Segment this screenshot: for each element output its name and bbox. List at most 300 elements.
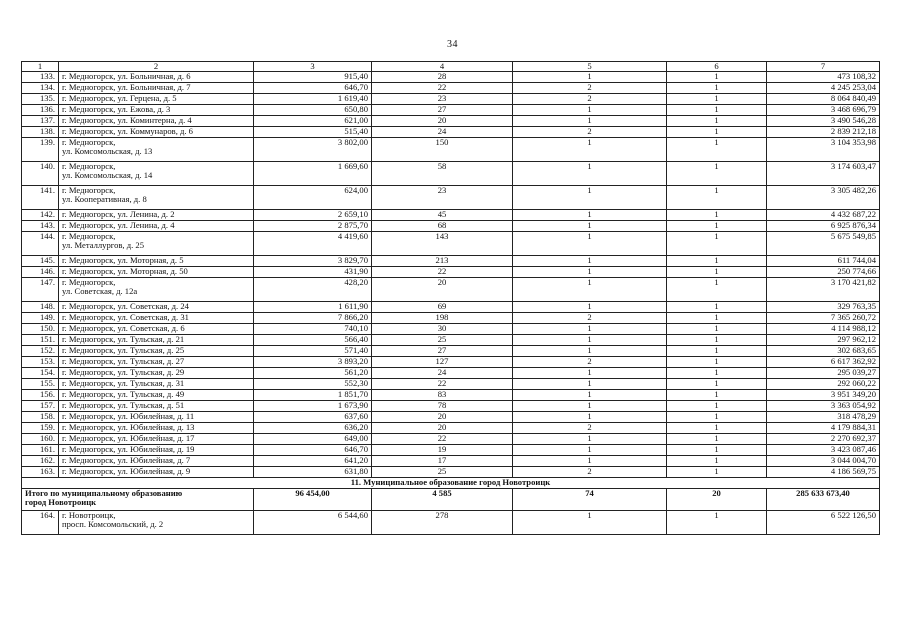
column-6-cell: 1	[667, 210, 767, 221]
address-line: г. Медногорск,	[62, 137, 116, 147]
address-line: г. Медногорск, ул. Коммунаров, д. 6	[62, 126, 193, 136]
cost-cell: 302 683,65	[767, 346, 880, 357]
residents-cell: 127	[372, 357, 513, 368]
column-5-cell: 1	[513, 346, 667, 357]
area-cell: 1 669,60	[254, 162, 372, 186]
residents-cell: 23	[372, 186, 513, 210]
row-number: 164.	[22, 511, 59, 535]
address-cell	[59, 105, 254, 116]
address-cell	[59, 335, 254, 346]
address-line: г. Медногорск, ул. Ленина, д. 2	[62, 209, 175, 219]
row-number: 163.	[22, 467, 59, 478]
address-cell	[59, 445, 254, 456]
column-6-cell: 1	[667, 83, 767, 94]
column-5-cell: 1	[513, 324, 667, 335]
address-line: ул. Советская, д. 12а	[62, 286, 138, 296]
column-6-cell: 1	[667, 379, 767, 390]
column-6-cell: 1	[667, 302, 767, 313]
table-row	[22, 313, 880, 324]
cost-cell: 3 170 421,82	[767, 278, 880, 302]
address-line: г. Медногорск, ул. Моторная, д. 50	[62, 266, 188, 276]
residents-cell: 28	[372, 72, 513, 83]
table-row	[22, 324, 880, 335]
column-5-cell: 1	[513, 162, 667, 186]
address-line: г. Медногорск, ул. Юбилейная, д. 19	[62, 444, 195, 454]
column-5-cell: 1	[513, 116, 667, 127]
column-header: 2	[59, 62, 254, 72]
area-cell: 571,40	[254, 346, 372, 357]
residents-cell: 22	[372, 83, 513, 94]
address-line: г. Медногорск, ул. Юбилейная, д. 11	[62, 411, 195, 421]
address-cell	[59, 379, 254, 390]
residents-cell: 143	[372, 232, 513, 256]
address-line: г. Медногорск, ул. Юбилейная, д. 7	[62, 455, 191, 465]
cost-cell: 7 365 260,72	[767, 313, 880, 324]
row-number: 134.	[22, 83, 59, 94]
column-5-cell: 1	[513, 302, 667, 313]
cost-cell: 3 423 087,46	[767, 445, 880, 456]
row-number: 162.	[22, 456, 59, 467]
column-6-cell: 1	[667, 434, 767, 445]
area-cell: 621,00	[254, 116, 372, 127]
residents-cell: 24	[372, 368, 513, 379]
address-cell	[59, 434, 254, 445]
residents-cell: 25	[372, 467, 513, 478]
column-5-cell: 1	[513, 256, 667, 267]
total-label-line: город Новотроицк	[25, 497, 97, 507]
address-cell	[59, 186, 254, 210]
area-cell: 3 802,00	[254, 138, 372, 162]
address-cell	[59, 368, 254, 379]
column-5-cell: 1	[513, 335, 667, 346]
column-5-cell: 1	[513, 456, 667, 467]
address-line: г. Медногорск, ул. Тульская, д. 21	[62, 334, 185, 344]
address-cell	[59, 302, 254, 313]
address-line: ул. Комсомольская, д. 14	[62, 170, 153, 180]
row-number: 139.	[22, 138, 59, 162]
address-line: г. Медногорск, ул. Юбилейная, д. 13	[62, 422, 195, 432]
table-row	[22, 127, 880, 138]
cost-cell: 3 174 603,47	[767, 162, 880, 186]
column-5-cell: 2	[513, 127, 667, 138]
address-cell	[59, 221, 254, 232]
row-number: 138.	[22, 127, 59, 138]
cost-cell: 473 108,32	[767, 72, 880, 83]
address-cell	[59, 456, 254, 467]
row-number: 145.	[22, 256, 59, 267]
address-cell	[59, 423, 254, 434]
total-label-line: Итого по муниципальному образованию	[25, 488, 183, 498]
residents-cell: 17	[372, 456, 513, 467]
address-line: г. Медногорск, ул. Тульская, д. 25	[62, 345, 185, 355]
area-cell: 431,90	[254, 267, 372, 278]
residents-cell: 23	[372, 94, 513, 105]
address-line: г. Медногорск, ул. Ежова, д. 3	[62, 104, 171, 114]
table-row	[22, 445, 880, 456]
area-cell: 2 659,10	[254, 210, 372, 221]
column-6-cell: 1	[667, 390, 767, 401]
cost-cell: 611 744,04	[767, 256, 880, 267]
row-number: 133.	[22, 72, 59, 83]
column-5-cell: 2	[513, 83, 667, 94]
table-row	[22, 72, 880, 83]
column-6-cell: 1	[667, 368, 767, 379]
total-cost: 285 633 673,40	[767, 489, 880, 511]
total-label	[22, 489, 254, 511]
row-number: 150.	[22, 324, 59, 335]
residents-cell: 22	[372, 434, 513, 445]
column-6-cell: 1	[667, 232, 767, 256]
row-number: 144.	[22, 232, 59, 256]
row-number: 161.	[22, 445, 59, 456]
column-5-cell: 1	[513, 105, 667, 116]
address-cell	[59, 346, 254, 357]
column-5-cell: 2	[513, 423, 667, 434]
table-row	[22, 221, 880, 232]
address-line: г. Медногорск, ул. Советская, д. 31	[62, 312, 189, 322]
column-6-cell: 1	[667, 221, 767, 232]
table-row	[22, 138, 880, 162]
row-number: 148.	[22, 302, 59, 313]
column-6-cell: 1	[667, 162, 767, 186]
cost-cell: 297 962,12	[767, 335, 880, 346]
cost-cell: 8 064 840,49	[767, 94, 880, 105]
column-number-row	[22, 62, 880, 72]
column-5-cell: 2	[513, 467, 667, 478]
column-header: 6	[667, 62, 767, 72]
residents-cell: 20	[372, 116, 513, 127]
address-line: г. Медногорск, ул. Советская, д. 6	[62, 323, 185, 333]
row-number: 143.	[22, 221, 59, 232]
cost-cell: 295 039,27	[767, 368, 880, 379]
cost-cell: 3 490 546,28	[767, 116, 880, 127]
address-cell	[59, 72, 254, 83]
address-line: г. Медногорск, ул. Тульская, д. 49	[62, 389, 185, 399]
residents-cell: 150	[372, 138, 513, 162]
column-6-cell: 1	[667, 346, 767, 357]
column-6-cell: 1	[667, 412, 767, 423]
address-cell	[59, 401, 254, 412]
area-cell: 1 673,90	[254, 401, 372, 412]
address-cell	[59, 412, 254, 423]
address-cell	[59, 232, 254, 256]
residents-cell: 22	[372, 267, 513, 278]
residents-cell: 24	[372, 127, 513, 138]
column-6-cell: 1	[667, 456, 767, 467]
area-cell: 637,60	[254, 412, 372, 423]
area-cell: 646,70	[254, 445, 372, 456]
residents-cell: 20	[372, 423, 513, 434]
address-cell	[59, 357, 254, 368]
residents-cell: 78	[372, 401, 513, 412]
table-row	[22, 278, 880, 302]
table-row	[22, 379, 880, 390]
residents-cell: 198	[372, 313, 513, 324]
residents-cell: 30	[372, 324, 513, 335]
column-6-cell: 1	[667, 445, 767, 456]
area-cell: 3 829,70	[254, 256, 372, 267]
column-5-cell: 1	[513, 368, 667, 379]
area-cell: 1 611,90	[254, 302, 372, 313]
address-line: г. Медногорск, ул. Тульская, д. 31	[62, 378, 185, 388]
residents-cell: 45	[372, 210, 513, 221]
section-heading-row	[22, 478, 880, 489]
area-cell: 4 419,60	[254, 232, 372, 256]
column-6-cell: 1	[667, 423, 767, 434]
column-6-cell: 1	[667, 357, 767, 368]
row-number: 151.	[22, 335, 59, 346]
column-5-cell: 2	[513, 357, 667, 368]
address-cell	[59, 390, 254, 401]
address-line: г. Новотроицк,	[62, 510, 116, 520]
area-cell: 631,80	[254, 467, 372, 478]
column-header: 3	[254, 62, 372, 72]
column-5-cell: 1	[513, 267, 667, 278]
address-cell	[59, 256, 254, 267]
residents-cell: 69	[372, 302, 513, 313]
residents-cell: 25	[372, 335, 513, 346]
table-row	[22, 94, 880, 105]
row-number: 147.	[22, 278, 59, 302]
address-line: г. Медногорск, ул. Коминтерна, д. 4	[62, 115, 192, 125]
address-line: г. Медногорск,	[62, 185, 116, 195]
row-number: 157.	[22, 401, 59, 412]
table-row	[22, 267, 880, 278]
cost-cell: 4 179 884,31	[767, 423, 880, 434]
cost-cell: 3 305 482,26	[767, 186, 880, 210]
cost-cell: 3 468 696,79	[767, 105, 880, 116]
total-column-6: 20	[667, 489, 767, 511]
residents-cell: 19	[372, 445, 513, 456]
cost-cell: 3 044 004,70	[767, 456, 880, 467]
area-cell: 646,70	[254, 83, 372, 94]
cost-cell: 2 270 692,37	[767, 434, 880, 445]
page-number: 34	[447, 39, 458, 50]
address-cell	[59, 94, 254, 105]
cost-cell: 6 925 876,34	[767, 221, 880, 232]
column-6-cell: 1	[667, 278, 767, 302]
residents-cell: 278	[372, 511, 513, 535]
area-cell: 1 619,40	[254, 94, 372, 105]
area-cell: 6 544,60	[254, 511, 372, 535]
address-line: г. Медногорск, ул. Юбилейная, д. 9	[62, 466, 191, 476]
table-row	[22, 357, 880, 368]
area-cell: 915,40	[254, 72, 372, 83]
table-row	[22, 335, 880, 346]
table-row	[22, 186, 880, 210]
row-number: 142.	[22, 210, 59, 221]
area-cell: 1 851,70	[254, 390, 372, 401]
total-column-5: 74	[513, 489, 667, 511]
table-row	[22, 412, 880, 423]
column-5-cell: 1	[513, 221, 667, 232]
total-area: 96 454,00	[254, 489, 372, 511]
total-row	[22, 489, 880, 511]
area-cell: 636,20	[254, 423, 372, 434]
column-header: 5	[513, 62, 667, 72]
address-cell	[59, 511, 254, 535]
table-row	[22, 256, 880, 267]
row-number: 158.	[22, 412, 59, 423]
address-cell	[59, 127, 254, 138]
address-line: г. Медногорск,	[62, 161, 116, 171]
row-number: 135.	[22, 94, 59, 105]
cost-cell: 250 774,66	[767, 267, 880, 278]
row-number: 159.	[22, 423, 59, 434]
residents-cell: 58	[372, 162, 513, 186]
address-line: г. Медногорск, ул. Моторная, д. 5	[62, 255, 184, 265]
total-residents: 4 585	[372, 489, 513, 511]
cost-cell: 6 522 126,50	[767, 511, 880, 535]
cost-cell: 3 104 353,98	[767, 138, 880, 162]
address-cell	[59, 162, 254, 186]
column-5-cell: 2	[513, 94, 667, 105]
address-line: г. Медногорск,	[62, 231, 116, 241]
column-5-cell: 1	[513, 412, 667, 423]
address-line: г. Медногорск, ул. Герцена, д. 5	[62, 93, 177, 103]
table-body	[22, 62, 880, 535]
address-cell	[59, 467, 254, 478]
cost-cell: 292 060,22	[767, 379, 880, 390]
cost-cell: 318 478,29	[767, 412, 880, 423]
area-cell: 561,20	[254, 368, 372, 379]
column-5-cell: 1	[513, 138, 667, 162]
table-row	[22, 368, 880, 379]
row-number: 160.	[22, 434, 59, 445]
residents-cell: 83	[372, 390, 513, 401]
column-5-cell: 1	[513, 379, 667, 390]
cost-cell: 4 186 569,75	[767, 467, 880, 478]
column-6-cell: 1	[667, 511, 767, 535]
cost-cell: 2 839 212,18	[767, 127, 880, 138]
table-row	[22, 467, 880, 478]
cost-cell: 329 763,35	[767, 302, 880, 313]
cost-cell: 3 951 349,20	[767, 390, 880, 401]
address-cell	[59, 324, 254, 335]
address-cell	[59, 267, 254, 278]
column-header: 4	[372, 62, 513, 72]
housing-register-table	[21, 61, 880, 535]
column-5-cell: 1	[513, 445, 667, 456]
column-6-cell: 1	[667, 335, 767, 346]
area-cell: 740,10	[254, 324, 372, 335]
row-number: 152.	[22, 346, 59, 357]
table-row	[22, 434, 880, 445]
column-5-cell: 1	[513, 390, 667, 401]
row-number: 154.	[22, 368, 59, 379]
column-5-cell: 1	[513, 186, 667, 210]
area-cell: 566,40	[254, 335, 372, 346]
table-row	[22, 105, 880, 116]
column-6-cell: 1	[667, 105, 767, 116]
address-cell	[59, 313, 254, 324]
address-line: г. Медногорск, ул. Советская, д. 24	[62, 301, 189, 311]
table-row	[22, 162, 880, 186]
area-cell: 428,20	[254, 278, 372, 302]
cost-cell: 3 363 054,92	[767, 401, 880, 412]
address-line: г. Медногорск, ул. Тульская, д. 29	[62, 367, 185, 377]
table-row	[22, 210, 880, 221]
row-number: 136.	[22, 105, 59, 116]
table-row	[22, 232, 880, 256]
column-6-cell: 1	[667, 94, 767, 105]
address-line: г. Медногорск, ул. Больничная, д. 6	[62, 71, 191, 81]
section-title: 11. Муниципальное образование город Новотроицк	[22, 478, 880, 489]
column-5-cell: 1	[513, 401, 667, 412]
residents-cell: 20	[372, 412, 513, 423]
column-6-cell: 1	[667, 186, 767, 210]
area-cell: 552,30	[254, 379, 372, 390]
column-5-cell: 1	[513, 434, 667, 445]
table-row	[22, 456, 880, 467]
column-5-cell: 1	[513, 511, 667, 535]
address-line: г. Медногорск, ул. Тульская, д. 27	[62, 356, 185, 366]
area-cell: 3 893,20	[254, 357, 372, 368]
cost-cell: 4 432 687,22	[767, 210, 880, 221]
column-6-cell: 1	[667, 467, 767, 478]
area-cell: 515,40	[254, 127, 372, 138]
column-5-cell: 2	[513, 313, 667, 324]
residents-cell: 68	[372, 221, 513, 232]
column-6-cell: 1	[667, 267, 767, 278]
row-number: 146.	[22, 267, 59, 278]
column-5-cell: 1	[513, 232, 667, 256]
area-cell: 7 866,20	[254, 313, 372, 324]
column-5-cell: 1	[513, 210, 667, 221]
table-row	[22, 423, 880, 434]
cost-cell: 4 245 253,04	[767, 83, 880, 94]
residents-cell: 22	[372, 379, 513, 390]
address-line: просп. Комсомольский, д. 2	[62, 519, 164, 529]
cost-cell: 4 114 988,12	[767, 324, 880, 335]
table-row	[22, 302, 880, 313]
address-line: ул. Комсомольская, д. 13	[62, 146, 153, 156]
column-5-cell: 1	[513, 72, 667, 83]
column-header: 7	[767, 62, 880, 72]
residents-cell: 213	[372, 256, 513, 267]
address-cell	[59, 83, 254, 94]
column-6-cell: 1	[667, 138, 767, 162]
row-number: 155.	[22, 379, 59, 390]
row-number: 156.	[22, 390, 59, 401]
column-6-cell: 1	[667, 127, 767, 138]
column-6-cell: 1	[667, 324, 767, 335]
area-cell: 2 875,70	[254, 221, 372, 232]
residents-cell: 20	[372, 278, 513, 302]
table-row	[22, 511, 880, 535]
table-row	[22, 83, 880, 94]
address-cell	[59, 278, 254, 302]
address-cell	[59, 116, 254, 127]
address-line: г. Медногорск, ул. Тульская, д. 51	[62, 400, 185, 410]
row-number: 140.	[22, 162, 59, 186]
column-6-cell: 1	[667, 256, 767, 267]
address-line: г. Медногорск,	[62, 277, 116, 287]
residents-cell: 27	[372, 346, 513, 357]
area-cell: 641,20	[254, 456, 372, 467]
cost-cell: 6 617 362,92	[767, 357, 880, 368]
residents-cell: 27	[372, 105, 513, 116]
cost-cell: 5 675 549,85	[767, 232, 880, 256]
column-6-cell: 1	[667, 116, 767, 127]
address-line: ул. Металлургов, д. 25	[62, 240, 144, 250]
row-number: 137.	[22, 116, 59, 127]
address-cell	[59, 210, 254, 221]
row-number: 149.	[22, 313, 59, 324]
row-number: 141.	[22, 186, 59, 210]
address-line: г. Медногорск, ул. Ленина, д. 4	[62, 220, 175, 230]
area-cell: 624,00	[254, 186, 372, 210]
